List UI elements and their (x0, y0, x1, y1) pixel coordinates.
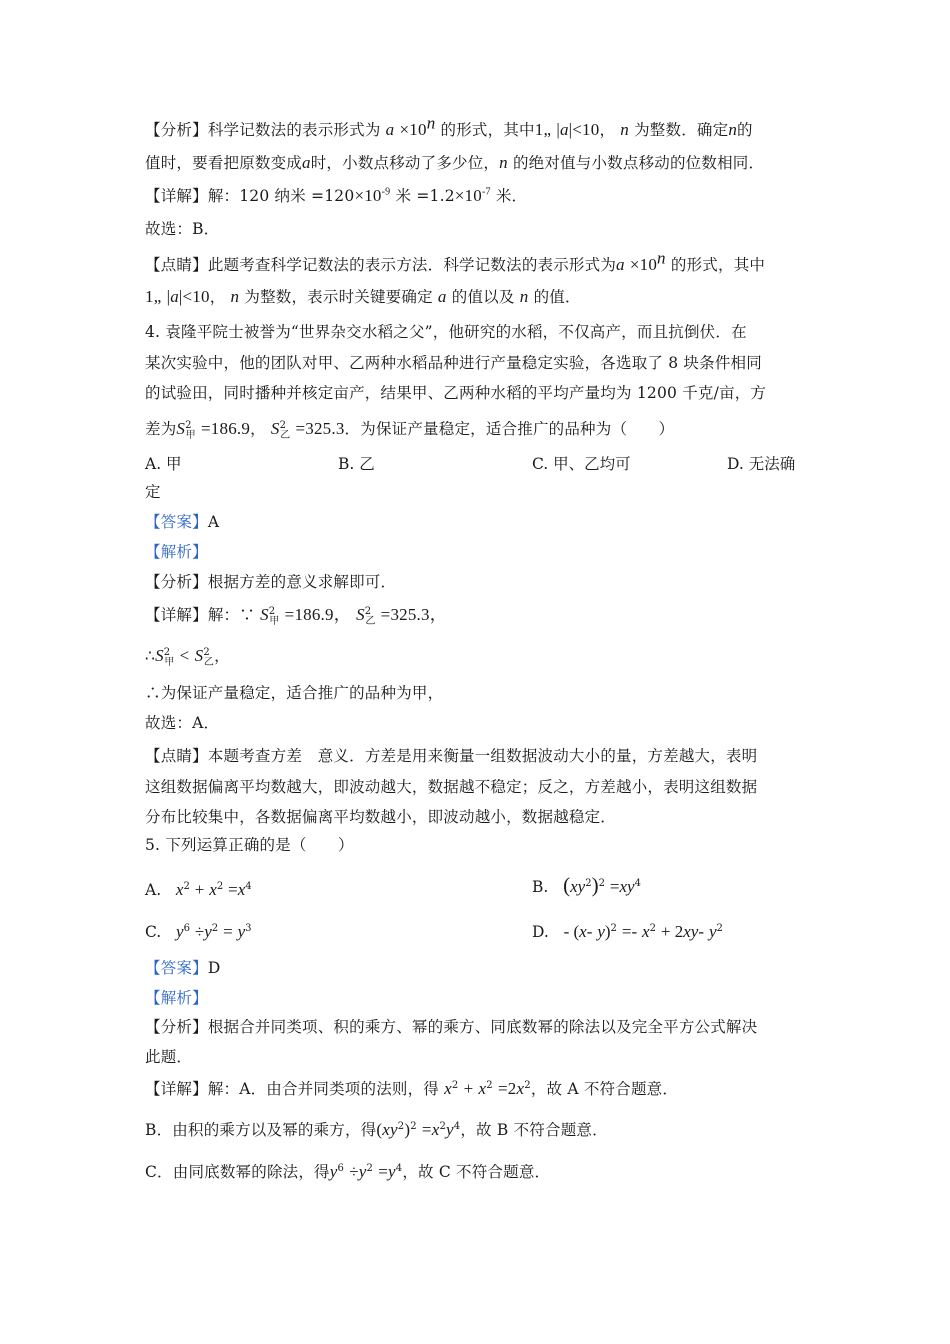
q4-comment-line2: 这组数据偏离平均数越大，即波动越大，数据越不稳定；反之，方差越小，表明这组数据 (145, 778, 758, 796)
q4-stem-line2: 某次实验中，他的团队对甲、乙两种水稻品种进行产量稳定实验，各选取了 8 块条件相同 (145, 354, 762, 372)
q3-detail: 【详解】解：120 纳米 $=120\times 10^{-9}$ 米 $=1.2\times 10^{-7}$ 米． (145, 186, 528, 205)
q3-analysis-line1: 【分析】科学记数法的表示形式为 $a \times 10^n$ 的形式，其中1„ |a|<10， n 为整数．确定n的 (145, 113, 753, 139)
q4-option-d-cont: 定 (145, 483, 161, 501)
q4-analysis-tag: 【解析】 (145, 543, 208, 561)
q5-fenxi-line2: 此题． (145, 1048, 193, 1066)
q5-analysis-tag: 【解析】 (145, 989, 208, 1007)
q5-stem: 5. 下列运算正确的是（ ） (145, 836, 354, 854)
q5-option-a: A. $x^2 + x^2 =x^4$ (145, 880, 252, 899)
q4-option-b: B. 乙 (338, 455, 375, 473)
q4-stem-line1: 4. 袁隆平院士被誉为“世界杂交水稻之父”，他研究的水稻，不仅高产，而且抗倒伏．在 (145, 323, 747, 341)
q5-option-b: B. $(xy^2)^2 =xy^4$ (532, 873, 641, 897)
q4-stem-line3: 的试验田，同时播种并核定亩产，结果甲、乙两种水稻的平均产量均为 1200 千克/亩，方 (145, 384, 767, 402)
q5-detail-c: C．由同底数幂的除法，得$y^6 \div y^2 =y^4$，故 C 不符合题意． (145, 1162, 551, 1181)
q5-answer: 【答案】D (145, 959, 221, 977)
q4-comment-line1: 【点睛】本题考查方差 意义．方差是用来衡量一组数据波动大小的量，方差越大，表明 (145, 747, 758, 765)
q3-choice: 故选：B． (145, 220, 220, 238)
q3-analysis-line2: 值时，要看把原数变成a时，小数点移动了多少位，n 的绝对值与小数点移动的位数相同． (145, 153, 765, 172)
q4-choice: 故选：A． (145, 714, 220, 732)
q5-detail-b: B．由积的乘方以及幂的乘方，得$(xy^2)^2 =x^2y^4$，故 B 不符合题意． (145, 1120, 608, 1139)
q5-fenxi-line1: 【分析】根据合并同类项、积的乘方、幂的乘方、同底数幂的除法以及完全平方公式解决 (145, 1018, 758, 1036)
q4-answer: 【答案】A (145, 513, 220, 531)
q4-stem-line4: 差为$S^2_甲 =186.9$， $S^2_乙 =325.3$．为保证产量稳定，适合推广的品种为（ ） (145, 419, 675, 442)
q5-option-c: C. $y^6 \div y^2 = y^3$ (145, 922, 252, 941)
q4-detail: 【详解】解：∵ $S^2_甲 =186.9$， $S^2_乙 =325.3$， (145, 605, 447, 628)
q4-therefore1: $\therefore S^2_甲 < S^2_乙$， (145, 646, 230, 669)
q4-comment-line3: 分布比较集中，各数据偏离平均数越小，即波动越小，数据越稳定． (145, 808, 617, 826)
q5-detail-a: 【详解】解：A．由合并同类项的法则，得 $x^2 + x^2 =2x^2$，故 A 不符合题意． (145, 1079, 679, 1098)
q4-fenxi: 【分析】根据方差的意义求解即可． (145, 573, 397, 591)
q3-comment-line1: 【点睛】此题考查科学记数法的表示方法．科学记数法的表示形式为$a \times 10^n$ 的形式，其中 (145, 248, 766, 274)
q4-option-c: C. 甲、乙均可 (532, 455, 631, 473)
q4-option-a: A. 甲 (145, 455, 182, 473)
q3-comment-line2: 1„ |a|<10， n 为整数，表示时关键要确定 a 的值以及 n 的值． (145, 287, 581, 306)
q4-option-d: D. 无法确 (727, 455, 796, 473)
q5-option-d: D. - (x- $y)^2 =- x^2 + 2xy-$ $y^2$ (532, 922, 723, 941)
q4-therefore2: ∴为保证产量稳定，适合推广的品种为甲， (145, 684, 444, 702)
